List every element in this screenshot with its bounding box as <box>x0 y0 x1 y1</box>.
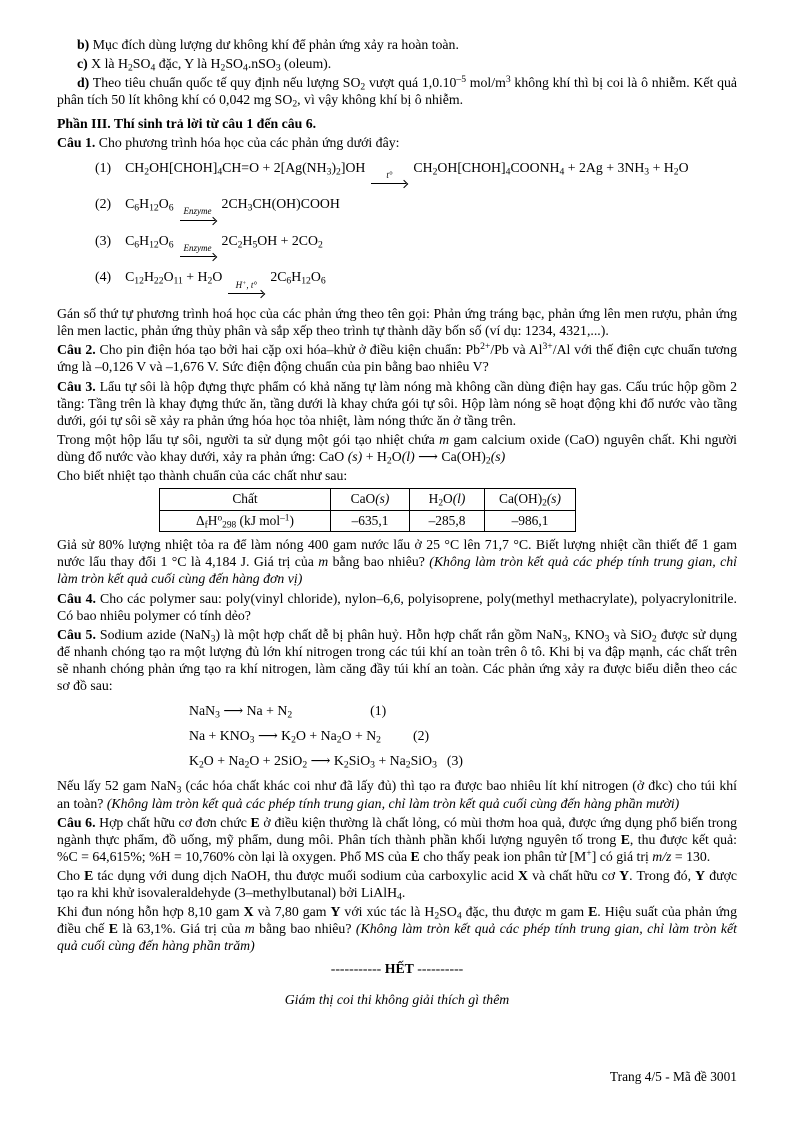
scheme-3-body: $K_2O + Na_2O + 2SiO_2$ ⟶ $K_2SiO_3 + Na_2SiO_3$ <box>189 753 437 771</box>
scheme-3-number: (3) <box>446 753 464 769</box>
question-3-label: Câu 3. <box>57 378 96 394</box>
question-6-note: (Không làm tròn kết quả các phép tính trung gian, chỉ làm tròn kết quả cuối cùng đến hàng phần trăm) <box>57 921 737 954</box>
question-5-text: Sodium azide (NaN$_3$) là một hợp chất dễ bị phân huỷ. Hỗn hợp chất rắn gồm NaN$_3$, $KNO_3$ và SiO$_2$ được sử dụng để nhanh chóng tạo ra một lượng đủ lớn khí nitrogen trong các túi khí an toàn trên ô tô. Khi bị va đập mạnh, các chất trên sẽ nhanh chóng phản ứng tạo ra khí nitrogen, làm căng đầy túi khí an toàn. Các phản ứng xảy ra được biểu diễn theo các sơ đồ sau: <box>57 626 737 694</box>
part3-heading: Phần III. Thí sinh trả lời từ câu 1 đến câu 6. <box>57 116 317 132</box>
arrow-glyph <box>371 180 407 188</box>
table-header-cao: CaO(s) <box>331 489 410 511</box>
scheme-equation-3 <box>189 752 737 769</box>
reaction-equation-1 <box>95 159 737 189</box>
scheme-2-body: $Na + KNO_3$ ⟶ $K_2O + Na_2O + N_2$ <box>189 728 381 746</box>
table-value-row <box>160 510 576 532</box>
question-5-schemes <box>189 702 737 769</box>
reaction-arrow <box>180 244 216 261</box>
question-4-label: Câu 4. <box>57 590 96 606</box>
question-2-label: Câu 2. <box>57 342 96 358</box>
question-1-equations <box>95 159 737 299</box>
statement-b-label: b) <box>77 37 90 52</box>
equation-number: (4) <box>95 269 112 285</box>
equation-rhs: $2C_2H_5OH + 2CO_2$ <box>221 232 323 251</box>
question-5-note: (Không làm tròn kết quả các phép tính trung gian, chỉ làm tròn kết quả cuối cùng đến hàng phần mười) <box>106 795 680 811</box>
question-5-label: Câu 5. <box>57 626 96 642</box>
statement-c <box>57 55 737 72</box>
scheme-equation-1 <box>189 702 737 719</box>
equation-lhs: $C_6H_{12}O_6$ <box>125 196 174 214</box>
table-header-substance: Chất <box>160 489 331 511</box>
statement-d <box>57 74 737 108</box>
question-3-question <box>57 536 737 587</box>
equation-lhs: $C_{12}H_{22}O_{11} + H_2O$ <box>125 269 223 287</box>
arrow-condition: Enzyme <box>183 206 212 217</box>
question-5-question <box>57 777 737 811</box>
question-6-statement <box>57 814 737 865</box>
question-3-statement <box>57 378 737 429</box>
question-3-question-text: Giả sử 80% lượng nhiệt tỏa ra để làm nóng 400 gam nước lẩu ở 25 °C lên 71,7 °C. Biết lượng nhiệt cần thiết để 1 gam nước lẩu thay đổi 1 °C là 4,184 J. Giá trị của m bằng bao nhiêu? <box>57 537 737 570</box>
proctor-note: Giám thị coi thi không giải thích gì thêm <box>284 992 510 1008</box>
statement-b <box>57 36 737 53</box>
reaction-arrow <box>228 281 264 298</box>
question-1-statement <box>57 134 737 151</box>
equation-rhs: $2C_6H_{12}O_6$ <box>270 269 326 287</box>
statement-c-label: c) <box>77 56 88 72</box>
question-6-question <box>57 903 737 954</box>
reaction-equation-3 <box>95 232 737 262</box>
question-2-text: Cho pin điện hóa tạo bởi hai cặp oxi hóa–khử ở điều kiện chuẩn: $Pb^{2+}/Pb$ và $Al^{3+}/Al$ với thế điện cực chuẩn tương ứng là –0,126 V và –1,676 V. Sức điện động chuẩn của pin bằng bao nhiêu V? <box>57 341 737 375</box>
question-3-paragraph-2: Trong một hộp lẩu tự sôi, người ta sử dụng một gói tạo nhiệt chứa m gam calcium oxide (CaO) nguyên chất. Khi người dùng đổ nước vào khay dưới, xảy ra phản ứng: CaO $(s) + H_2O(l)$ ⟶ $Ca(OH)_2(s)$ <box>57 431 737 467</box>
table-header-row <box>160 489 576 511</box>
statement-d-label: d) <box>77 75 90 91</box>
end-marker: ----------- HẾT ---------- <box>330 961 464 977</box>
enthalpy-table <box>159 488 576 532</box>
question-3-text: Lẩu tự sôi là hộp đựng thực phẩm có khả năng tự làm nóng mà không cần dùng điện hay gas. Cấu trúc hộp gồm 2 tầng: Tầng trên là khay đựng thức ăn, tầng dưới là khay chứa gói tự sôi. Hộp làm nóng sẽ hoạt động khi đổ nước vào tầng dưới, gói tự sôi sẽ xảy ra phản ứng hóa học tỏa nhiệt, làm nóng thức ăn ở tầng trên. <box>57 378 737 428</box>
question-4-statement <box>57 590 737 624</box>
arrow-glyph <box>180 217 216 225</box>
question-6-question-text: Khi đun nóng hỗn hợp 8,10 gam X và 7,80 gam Y với xúc tác là $H_2SO_4$ đặc, thu được m gam E. Hiệu suất của phản ứng điều chế E là 63,1%. Giá trị của m bằng bao nhiêu? <box>57 904 737 937</box>
question-6-paragraph-2: Cho E tác dụng với dung dịch NaOH, thu được muối sodium của carboxylic acid X và chất hữu cơ Y. Trong đó, Y được tạo ra khi khử isovaleraldehyde (3–methylbutanal) bởi LiAlH$_4$. <box>57 867 737 903</box>
reaction-equation-4 <box>95 268 737 298</box>
question-5-question-text: Nếu lấy 52 gam NaN$_3$ (các hóa chất khác coi như đã lấy đủ) thì tạo ra được bao nhiêu lít khí nitrogen (ở đkc) cho túi khí an toàn? <box>57 778 737 811</box>
table-value-cao: –635,1 <box>331 510 410 532</box>
equation-lhs: $CH_2OH[CHOH]_4CH=O + 2[Ag(NH_3)_2]OH$ <box>125 159 366 177</box>
question-1-label: Câu 1. <box>57 135 96 151</box>
arrow-condition: Enzyme <box>183 243 212 254</box>
equation-number: (3) <box>95 232 112 248</box>
scheme-1-number: (1) <box>370 703 387 719</box>
arrow-glyph <box>180 253 216 261</box>
question-2-statement <box>57 341 737 375</box>
table-row-label: $\Delta_fH^o_{298}$ (kJ mol$^{-1}$) <box>160 510 331 532</box>
question-4-text: Cho các polymer sau: poly(vinyl chloride), nylon–6,6, polyisoprene, poly(methyl methacrylate), polyacrylonitrile. Có bao nhiêu polymer có tính dẻo? <box>57 590 737 623</box>
arrow-condition: H+, t° <box>235 279 257 290</box>
reaction-equation-2 <box>95 195 737 225</box>
reaction-arrow <box>371 171 407 188</box>
table-value-caoh2: –986,1 <box>485 510 576 532</box>
question-5-statement <box>57 626 737 694</box>
equation-rhs: $2CH_3CH(OH)COOH$ <box>221 196 340 214</box>
scheme-equation-2 <box>189 727 737 744</box>
arrow-glyph <box>228 290 264 298</box>
question-3-paragraph-3: Cho biết nhiệt tạo thành chuẩn của các chất như sau: <box>57 467 348 483</box>
equation-number: (2) <box>95 196 112 212</box>
equation-rhs: $CH_2OH[CHOH]_4COONH_4 + 2Ag + 3NH_3 + H_2O$ <box>413 159 689 177</box>
statement-b-text: Mục đích dùng lượng dư không khí để phản ứng xảy ra hoàn toàn. <box>92 37 459 52</box>
equation-lhs: $C_6H_{12}O_6$ <box>125 232 174 251</box>
statement-c-text: X là $H_2SO_4$ đặc, Y là $H_2SO_4.nSO_3$ (oleum). <box>91 56 332 74</box>
question-3-note: (Không làm tròn kết quả các phép tính trung gian, chỉ làm tròn kết quả cuối cùng đến hàng đơn vị) <box>57 554 737 587</box>
arrow-condition: t° <box>386 169 393 180</box>
question-6-label: Câu 6. <box>57 814 96 830</box>
statement-d-text: Theo tiêu chuẩn quốc tế quy định nếu lượng $SO_2$ vượt quá $1,0.10^{-5}$ mol/$m^3$ không khí thì bị coi là ô nhiễm. Kết quả phân tích 50 lít không khí có 0,042 mg $SO_2$, vì vậy không khí bị ô nhiễm. <box>57 74 738 110</box>
question-1-instructions: Gán số thứ tự phương trình hoá học của các phản ứng theo tên gọi: Phản ứng tráng bạc, phản ứng lên men rượu, phản ứng lên men lactic, phản ứng thủy phân và sắp xếp theo trình tự thành dãy bốn số (ví dụ: 1234, 4321,...). <box>57 306 737 339</box>
table-header-caoh2: $Ca(OH)_2(s)$ <box>485 489 576 511</box>
table-value-h2o: –285,8 <box>410 510 485 532</box>
reaction-arrow <box>180 207 216 224</box>
scheme-1-body: NaN$_3$ ⟶ $Na + N_2$ <box>189 703 293 721</box>
scheme-2-number: (2) <box>412 728 430 744</box>
question-1-text: Cho phương trình hóa học của các phản ứng dưới đây: <box>98 135 400 151</box>
page-footer: Trang 4/5 - Mã đề 3001 <box>609 1069 737 1085</box>
question-6-text: Hợp chất hữu cơ đơn chức E ở điều kiện thường là chất lỏng, có mùi thơm hoa quả, được ứng dụng phổ biến trong ngành thực phẩm, đồ uống, mỹ phẩm, dung môi. Phân tích thành phần khối lượng nguyên tố trong E, thu được kết quả: %C = 64,615%; %H = 10,760% còn lại là oxygen. Phổ MS của E cho thấy peak ion phân tử [M+] có giá trị m/z = 130. <box>57 814 737 864</box>
equation-number: (1) <box>95 159 112 175</box>
table-header-h2o: $H_2O(l)$ <box>410 489 485 511</box>
